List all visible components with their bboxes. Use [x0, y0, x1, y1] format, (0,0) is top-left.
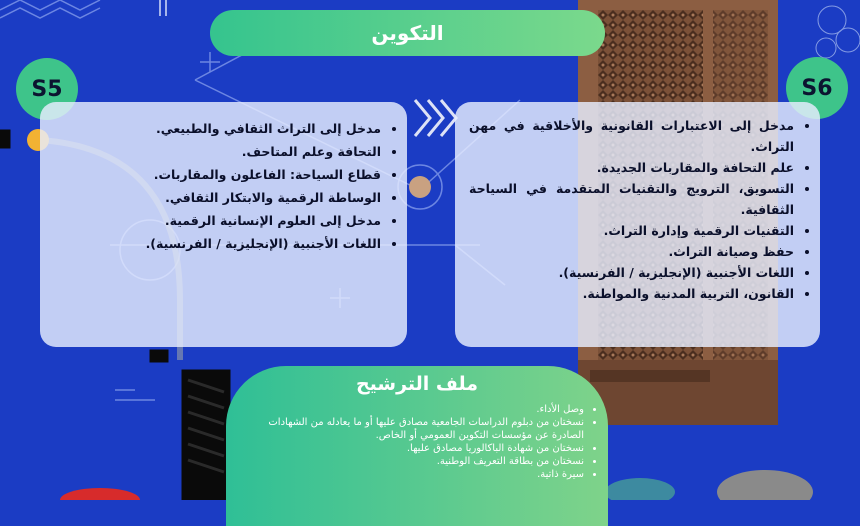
- list-item: • نسختان من بطاقة التعريف الوطنية.: [236, 455, 584, 468]
- list-item: • حفظ وصيانة التراث.: [469, 241, 794, 262]
- list-item: • مدخل إلى التراث الثقافي والطبيعي.: [54, 117, 381, 140]
- list-item: • مدخل إلى العلوم الإنسانية الرقمية.: [54, 209, 381, 232]
- list-item: • علم التحافة والمقاربات الجديدة.: [469, 157, 794, 178]
- list-item: • التقنيات الرقمية وإدارة التراث.: [469, 220, 794, 241]
- s6-course-list: [455, 102, 820, 304]
- badge-label: S5: [31, 76, 63, 102]
- list-item: • وصل الأداء.: [236, 403, 584, 416]
- list-item: • نسختان من شهادة الباكالوريا مصادق عليها.: [236, 442, 584, 455]
- s5-course-panel: [40, 102, 407, 347]
- badge-label: S6: [801, 75, 833, 101]
- list-item: • اللغات الأجنبية (الإنجليزية / الفرنسية).: [54, 232, 381, 255]
- list-item: • القانون، التربية المدنية والمواطنة.: [469, 283, 794, 304]
- s5-course-list: [40, 102, 407, 255]
- title-banner: [210, 10, 605, 56]
- application-file-panel: [226, 366, 608, 526]
- list-item: • سيرة ذاتية.: [236, 468, 584, 481]
- list-item: • التسويق، الترويج والتقنيات المتقدمة في السياحة الثقافية.: [469, 178, 794, 220]
- list-item: • نسختان من دبلوم الدراسات الجامعية مصادق عليها أو ما يعادله من الشهادات الصادرة عن مؤسسات التكوين العمومي أو الخاص.: [236, 416, 584, 442]
- s6-course-panel: [455, 102, 820, 347]
- list-item: • مدخل إلى الاعتبارات القانونية والأخلاقية في مهن التراث.: [469, 115, 794, 157]
- list-item: • الوساطة الرقمية والابتكار الثقافي.: [54, 186, 381, 209]
- page-title: التكوين: [371, 21, 444, 45]
- application-file-title: ملف الترشيح: [355, 373, 479, 395]
- list-item: • قطاع السياحة: الفاعلون والمقاربات.: [54, 163, 381, 186]
- application-file-list: [226, 403, 608, 481]
- list-item: • اللغات الأجنبية (الإنجليزية / الفرنسية).: [469, 262, 794, 283]
- list-item: • التحافة وعلم المتاحف.: [54, 140, 381, 163]
